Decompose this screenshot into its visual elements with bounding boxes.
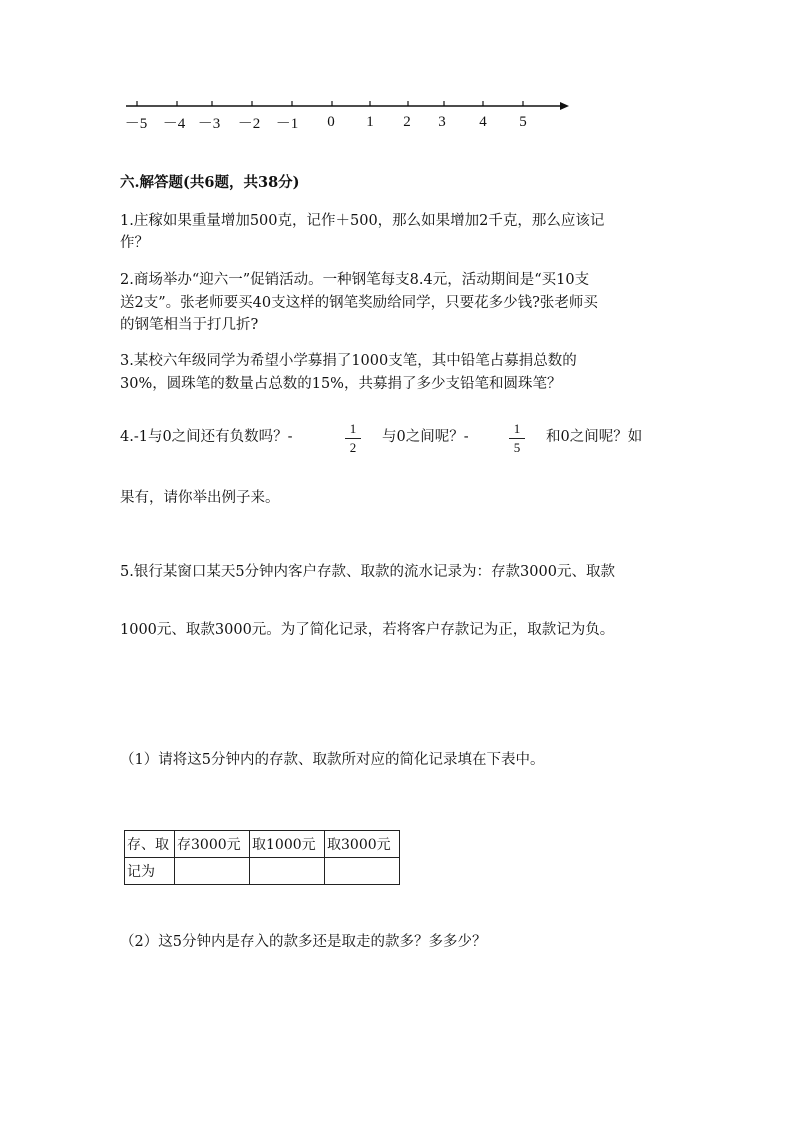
table-row (125, 831, 400, 858)
q3-line1: 3.某校六年级同学为希望小学募捐了1000支笔，其中铅笔占募捐总数的 (120, 353, 577, 369)
q5-line1: 5.银行某窗口某天5分钟内客户存款、取款的流水记录为：存款3000元、取款 (120, 564, 615, 580)
q5-sub1: （1）请将这5分钟内的存款、取款所对应的简化记录填在下表中。 (120, 752, 545, 768)
number-line-label: －4 (162, 116, 186, 132)
number-line-label: 0 (327, 114, 335, 130)
fraction-bar (509, 438, 525, 439)
fraction-one-fifth (508, 422, 526, 455)
table-row (125, 858, 400, 885)
q4-part2: 与0之间呢？- (382, 429, 469, 445)
number-line (120, 92, 580, 142)
number-line-label: －3 (197, 116, 221, 132)
q5-sub2: （2）这5分钟内是存入的款多还是取走的款多？多多少？ (120, 934, 487, 950)
q4-part1: 4.-1与0之间还有负数吗？- (120, 429, 293, 445)
table-header-cell: 存、取 (125, 831, 175, 858)
answer-cell[interactable] (250, 858, 325, 885)
fraction-denominator: 2 (349, 440, 357, 455)
q5-line2: 1000元、取款3000元。为了简化记录，若将客户存款记为正，取款记为负。 (120, 622, 615, 638)
number-line-label: 5 (519, 114, 527, 130)
number-line-arrow-icon (560, 102, 569, 110)
table-header-cell: 取1000元 (250, 831, 325, 858)
table-header-cell: 取3000元 (325, 831, 400, 858)
table-header-cell: 存3000元 (175, 831, 250, 858)
q2-line3: 的钢笔相当于打几折? (120, 317, 259, 333)
fraction-denominator: 5 (513, 440, 521, 455)
q4-part3: 和0之间呢？如 (546, 429, 643, 445)
number-line-label: －5 (124, 116, 148, 132)
q1-line1: 1.庄稼如果重量增加500克，记作＋500，那么如果增加2千克，那么应该记 (120, 213, 605, 229)
fraction-numerator: 1 (513, 421, 521, 436)
fraction-one-half (344, 422, 362, 455)
q3-line2: 30%，圆珠笔的数量占总数的15%，共募捐了多少支铅笔和圆珠笔？ (120, 376, 562, 392)
q4-line2: 果有，请你举出例子来。 (120, 490, 280, 506)
number-line-label: 4 (479, 114, 487, 130)
number-line-label: 2 (403, 114, 411, 130)
q1-line2: 作？ (120, 235, 149, 251)
fraction-bar (345, 438, 361, 439)
fraction-numerator: 1 (349, 421, 357, 436)
number-line-label: －1 (275, 116, 299, 132)
record-table (124, 830, 400, 885)
q2-line2: 送2支”。张老师要买40支这样的钢笔奖励给同学，只要花多少钱?张老师买 (120, 295, 598, 311)
answer-cell[interactable] (325, 858, 400, 885)
section-title: 六.解答题(共6题，共38分) (120, 174, 300, 191)
number-line-label: 1 (366, 114, 374, 130)
answer-cell[interactable] (175, 858, 250, 885)
q2-line1: 2.商场举办“迎六一”促销活动。一种钢笔每支8.4元，活动期间是“买10支 (120, 272, 590, 288)
table-row-label: 记为 (125, 858, 175, 885)
number-line-label: 3 (438, 114, 446, 130)
number-line-label: －2 (237, 116, 261, 132)
